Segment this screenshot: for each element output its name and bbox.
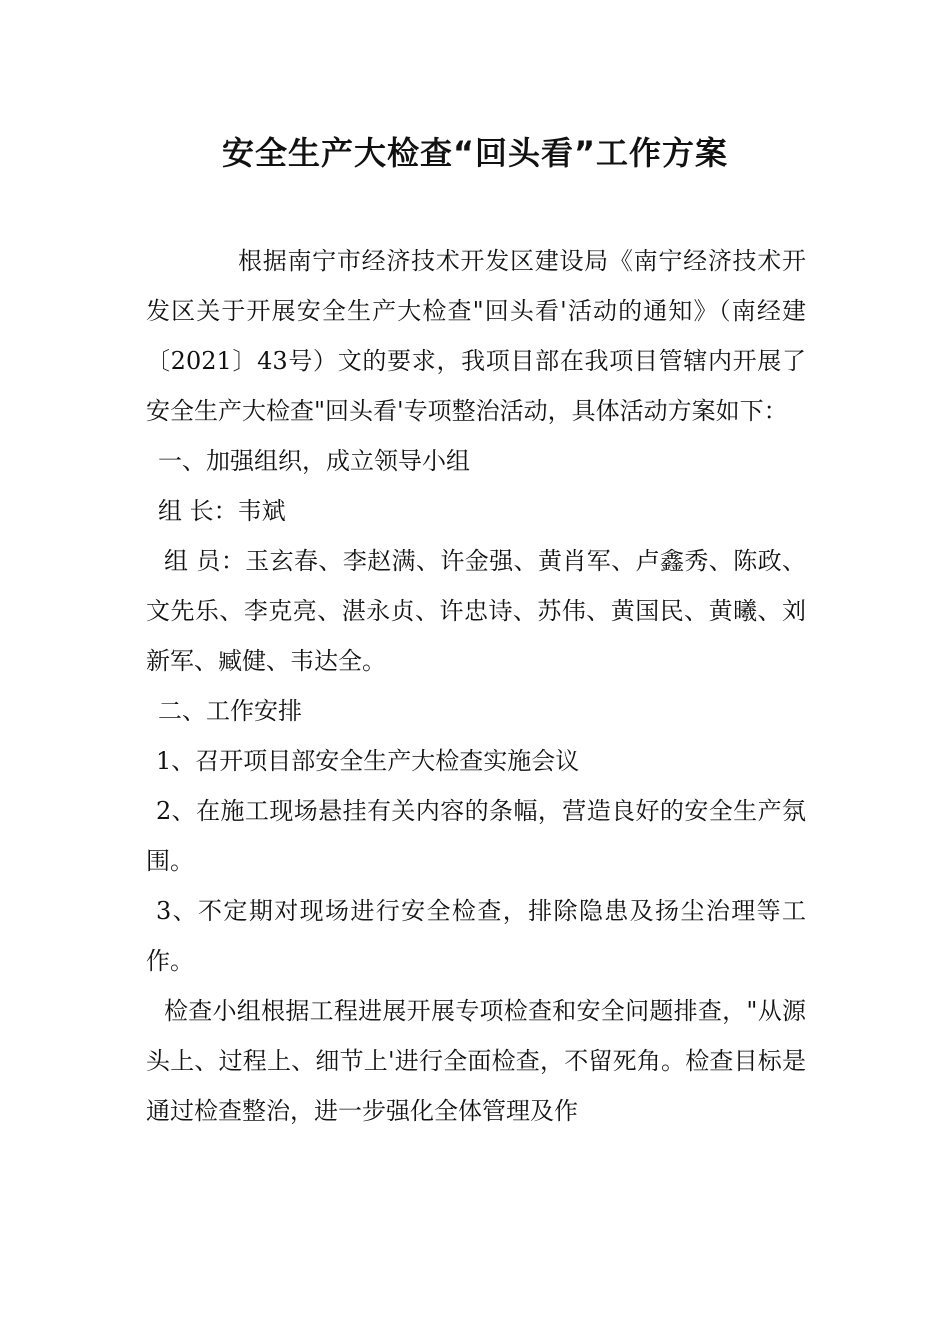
section-heading-organization: 一、加强组织，成立领导小组 xyxy=(158,447,470,475)
section-heading-arrangement: 二、工作安排 xyxy=(158,697,302,725)
document-body xyxy=(146,236,806,1136)
arrangement-item-2: 2、在施工现场悬挂有关内容的条幅，营造良好的安全生产氛围。 xyxy=(146,797,806,875)
intro-paragraph: 根据南宁市经济技术开发区建设局《南宁经济技术开发区关于开展安全生产大检查"回头看'活动的通知》（南经建〔2021〕43号）文的要求，我项目部在我项目管辖内开展了安全生产大检查"回头看'专项整治活动，具体活动方案如下： xyxy=(146,247,806,425)
document-title: 安全生产大检查“回头看”工作方案 xyxy=(221,134,729,172)
inspection-paragraph: 检查小组根据工程进展开展专项检查和安全问题排查，"从源头上、过程上、细节上'进行全面检查，不留死角。检查目标是通过检查整治，进一步强化全体管理及作 xyxy=(146,997,806,1125)
team-members-paragraph: 组 员：玉玄春、李赵满、许金强、黄肖军、卢鑫秀、陈政、文先乐、李克亮、湛永贞、许忠诗、苏伟、黄国民、黄曦、刘新军、臧健、韦达全。 xyxy=(146,547,806,675)
arrangement-item-3: 3、不定期对现场进行安全检查，排除隐患及扬尘治理等工作。 xyxy=(146,897,806,975)
team-leader-line: 组 长：韦斌 xyxy=(158,497,286,525)
arrangement-item-1: 1、召开项目部安全生产大检查实施会议 xyxy=(156,747,580,775)
